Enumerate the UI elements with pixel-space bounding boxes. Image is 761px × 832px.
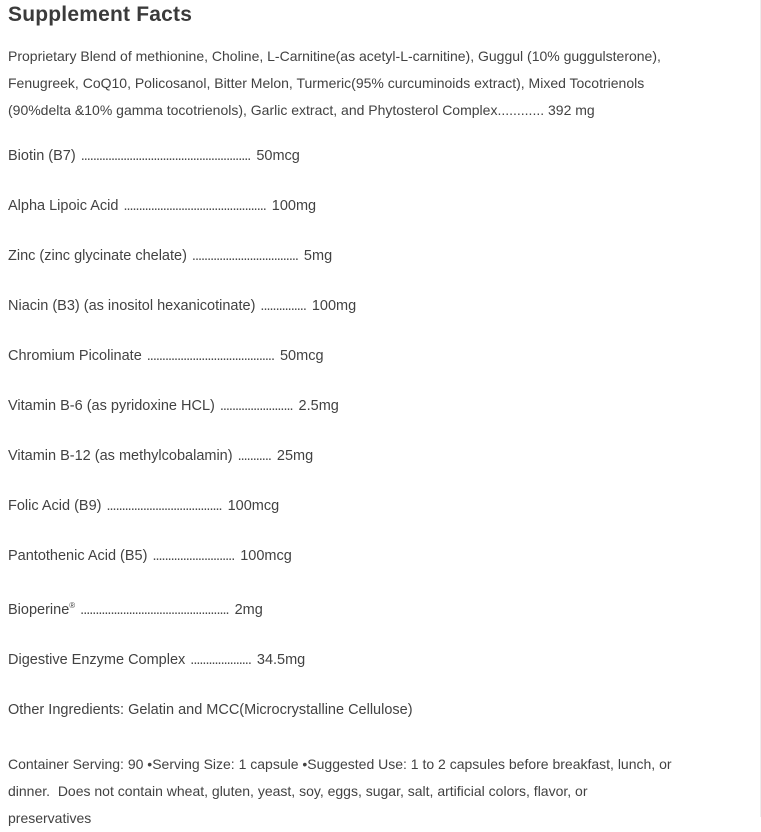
nutrient-amount: 2.5mg — [298, 398, 339, 414]
nutrient-name: Vitamin B-6 (as pyridoxine HCL) — [8, 398, 215, 414]
nutrient-amount: 100mg — [311, 298, 357, 314]
other-ingredients-line: Other Ingredients: Gelatin and MCC(Microcrystalline Cellulose) — [8, 702, 413, 718]
nutrient-row-alpha-lipoic-acid — [8, 198, 754, 214]
blend-line-1: Proprietary Blend of methionine, Choline, L-Carnitine(as acetyl-L-carnitine), Guggul (10% guggulsterone), — [8, 48, 661, 64]
nutrient-name: Folic Acid (B9) — [8, 498, 102, 514]
page-title: Supplement Facts — [8, 3, 193, 26]
nutrient-name: Alpha Lipoic Acid — [8, 198, 119, 214]
leader-dots: ............... — [260, 298, 306, 314]
nutrient-name: Chromium Picolinate — [8, 348, 142, 364]
leader-dots: ........................... — [152, 548, 235, 564]
serving-info-paragraph — [8, 751, 754, 832]
nutrient-amount: 100mcg — [240, 548, 292, 564]
nutrient-row-digestive-enzyme-complex — [8, 652, 754, 668]
proprietary-blend-paragraph — [8, 43, 754, 124]
nutrient-name: Zinc (zinc glycinate chelate) — [8, 248, 187, 264]
nutrient-name: Niacin (B3) (as inositol hexanicotinate) — [8, 298, 256, 314]
leader-dots: ................................... — [191, 248, 298, 264]
leader-dots: .................... — [190, 652, 251, 668]
nutrient-amount: 2mg — [234, 602, 263, 618]
nutrient-row-pantothenic-acid — [8, 548, 754, 564]
leader-dots: ........... — [237, 448, 271, 464]
nutrient-name: Vitamin B-12 (as methylcobalamin) — [8, 448, 233, 464]
nutrient-row-zinc — [8, 248, 754, 264]
serving-line-1: Container Serving: 90 •Serving Size: 1 capsule •Suggested Use: 1 to 2 capsules before breakfast, lunch, or — [8, 756, 672, 772]
registered-trademark-symbol: ® — [69, 601, 76, 610]
nutrient-amount: 50mcg — [256, 148, 300, 164]
nutrient-row-bioperine — [8, 598, 754, 618]
nutrient-row-biotin — [8, 148, 754, 164]
nutrient-name: Bioperine — [8, 602, 70, 618]
nutrient-name: Digestive Enzyme Complex — [8, 652, 186, 668]
nutrient-amount: 25mg — [276, 448, 314, 464]
serving-line-3: preservatives — [8, 810, 92, 826]
nutrient-name: Biotin (B7) — [8, 148, 76, 164]
blend-line-3: (90%delta &10% gamma tocotrienols), Garlic extract, and Phytosterol Complex............ 392 mg — [8, 102, 595, 118]
serving-line-2: dinner. Does not contain wheat, gluten, yeast, soy, eggs, sugar, salt, artificial colors, flavor, or — [8, 783, 588, 799]
nutrient-list — [8, 148, 754, 668]
nutrient-row-chromium-picolinate — [8, 348, 754, 364]
leader-dots: .......................................... — [146, 348, 274, 364]
leader-dots: ............................................... — [123, 198, 266, 214]
blend-line-2: Fenugreek, CoQ10, Policosanol, Bitter Melon, Turmeric(95% curcuminoids extract), Mixed Tocotrienols — [8, 75, 645, 91]
leader-dots: ........................................................ — [80, 148, 251, 164]
nutrient-amount: 34.5mg — [256, 652, 306, 668]
nutrient-amount: 5mg — [303, 248, 333, 264]
nutrient-row-vitamin-b12 — [8, 448, 754, 464]
leader-dots: ................................................. — [80, 602, 229, 618]
nutrient-row-niacin — [8, 298, 754, 314]
leader-dots: ...................................... — [106, 498, 222, 514]
nutrient-row-folic-acid — [8, 498, 754, 514]
nutrient-name: Pantothenic Acid (B5) — [8, 548, 148, 564]
nutrient-amount: 50mcg — [279, 348, 324, 364]
nutrient-amount: 100mg — [271, 198, 317, 214]
nutrient-amount: 100mcg — [227, 498, 280, 514]
leader-dots: ........................ — [219, 398, 293, 414]
nutrient-row-vitamin-b6 — [8, 398, 754, 414]
